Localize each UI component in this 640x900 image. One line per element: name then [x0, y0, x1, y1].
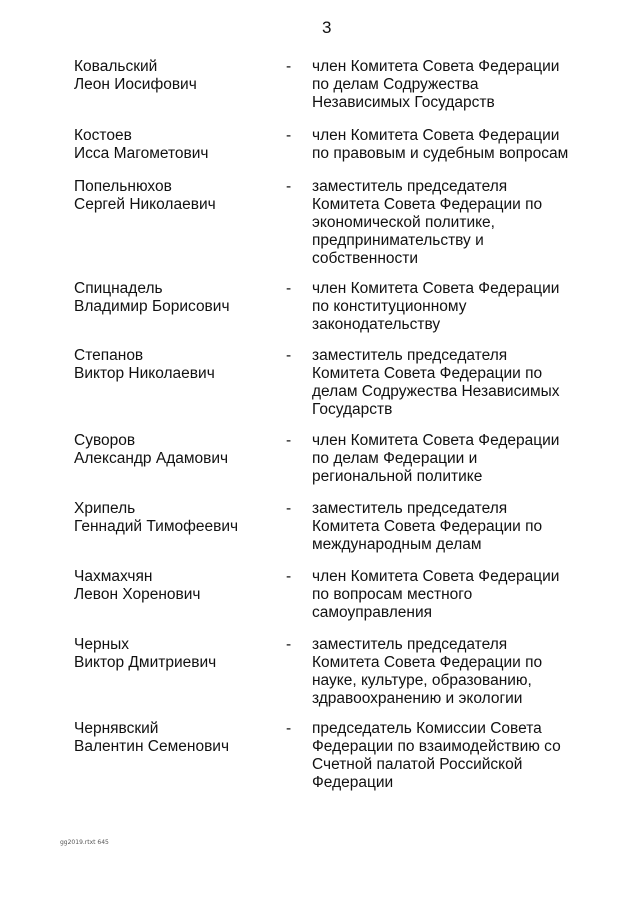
member-role — [312, 127, 612, 163]
member-name — [74, 568, 274, 604]
role-line: Государств — [312, 401, 393, 418]
role-line: собственности — [312, 250, 419, 267]
member-role — [312, 347, 612, 419]
role-line: член Комитета Совета Федерации — [312, 127, 560, 144]
role-line: член Комитета Совета Федерации — [312, 568, 560, 585]
role-line: международным делам — [312, 536, 482, 553]
separator-dash: - — [286, 432, 292, 449]
role-line: заместитель председателя — [312, 178, 508, 195]
member-name — [74, 347, 274, 383]
role-line: здравоохранению и экологии — [312, 690, 523, 707]
member-name — [74, 636, 274, 672]
role-line: член Комитета Совета Федерации — [312, 432, 560, 449]
role-line: председатель Комиссии Совета — [312, 720, 542, 737]
member-role — [312, 500, 612, 554]
member-given-names: Сергей Николаевич — [74, 196, 216, 213]
member-role — [312, 58, 612, 112]
member-surname: Черных — [74, 636, 130, 653]
member-name — [74, 280, 274, 316]
separator-dash: - — [286, 58, 292, 75]
member-given-names: Виктор Дмитриевич — [74, 654, 217, 671]
member-name — [74, 127, 274, 163]
member-name — [74, 500, 274, 536]
role-line: предпринимательству и — [312, 232, 484, 249]
role-line: заместитель председателя — [312, 500, 508, 517]
member-surname: Хрипель — [74, 500, 136, 517]
member-given-names: Валентин Семенович — [74, 738, 230, 755]
role-line: самоуправления — [312, 604, 433, 621]
member-surname: Ковальский — [74, 58, 158, 75]
separator-dash: - — [286, 280, 292, 297]
separator-dash: - — [286, 347, 292, 364]
separator-dash: - — [286, 636, 292, 653]
member-surname: Костоев — [74, 127, 132, 144]
role-line: Федерации по взаимодействию со — [312, 738, 561, 755]
member-role — [312, 178, 612, 268]
member-given-names: Исса Магометович — [74, 145, 209, 162]
member-name — [74, 720, 274, 756]
member-surname: Спицнадель — [74, 280, 163, 297]
role-line: делам Содружества Независимых — [312, 383, 560, 400]
member-given-names: Александр Адамович — [74, 450, 229, 467]
separator-dash: - — [286, 500, 292, 517]
member-given-names: Левон Хоренович — [74, 586, 201, 603]
member-given-names: Леон Иосифович — [74, 76, 197, 93]
role-line: заместитель председателя — [312, 347, 508, 364]
separator-dash: - — [286, 568, 292, 585]
separator-dash: - — [286, 720, 292, 737]
role-line: по делам Федерации и — [312, 450, 478, 467]
role-line: по вопросам местного — [312, 586, 473, 603]
member-given-names: Виктор Николаевич — [74, 365, 215, 382]
member-role — [312, 568, 612, 622]
member-surname: Попельнюхов — [74, 178, 172, 195]
role-line: Комитета Совета Федерации по — [312, 654, 543, 671]
role-line: заместитель председателя — [312, 636, 508, 653]
page-number: 3 — [322, 18, 332, 37]
role-line: экономической политике, — [312, 214, 495, 231]
member-surname: Суворов — [74, 432, 136, 449]
role-line: Комитета Совета Федерации по — [312, 365, 543, 382]
role-line: по делам Содружества — [312, 76, 479, 93]
role-line: по правовым и судебным вопросам — [312, 145, 569, 162]
member-role — [312, 720, 612, 792]
member-role — [312, 280, 612, 334]
role-line: по конституционному — [312, 298, 467, 315]
role-line: Комитета Совета Федерации по — [312, 196, 543, 213]
member-role — [312, 432, 612, 486]
role-line: региональной политике — [312, 468, 483, 485]
member-surname: Чахмахчян — [74, 568, 153, 585]
role-line: Счетной палатой Российской — [312, 756, 523, 773]
role-line: законодательству — [312, 316, 441, 333]
member-surname: Чернявский — [74, 720, 159, 737]
member-name — [74, 178, 274, 214]
member-name — [74, 432, 274, 468]
member-role — [312, 636, 612, 708]
separator-dash: - — [286, 127, 292, 144]
role-line: член Комитета Совета Федерации — [312, 280, 560, 297]
role-line: член Комитета Совета Федерации — [312, 58, 560, 75]
member-given-names: Владимир Борисович — [74, 298, 230, 315]
separator-dash: - — [286, 178, 292, 195]
role-line: Комитета Совета Федерации по — [312, 518, 543, 535]
member-given-names: Геннадий Тимофеевич — [74, 518, 239, 535]
member-name — [74, 58, 274, 94]
member-surname: Степанов — [74, 347, 144, 364]
role-line: науке, культуре, образованию, — [312, 672, 532, 689]
footer-code: gg2019.rtxt 645 — [60, 839, 109, 846]
role-line: Федерации — [312, 774, 394, 791]
role-line: Независимых Государств — [312, 94, 495, 111]
